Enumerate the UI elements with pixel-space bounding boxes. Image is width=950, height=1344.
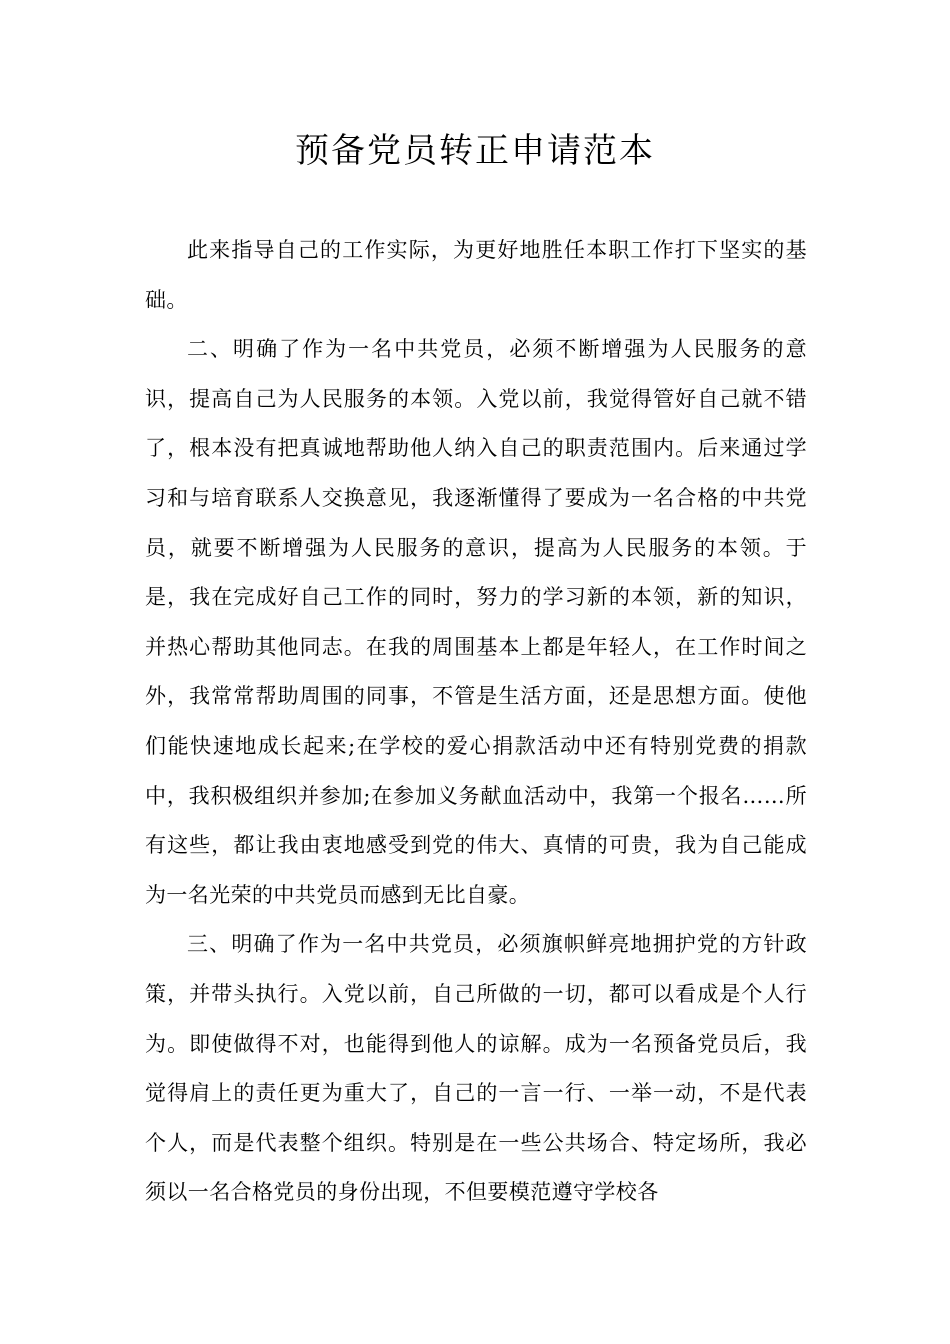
paragraph-3: 三、明确了作为一名中共党员，必须旗帜鲜亮地拥护党的方针政策，并带头执行。入党以前，自己所做的一切，都可以看成是个人行为。即使做得不对，也能得到他人的谅解。成为一名预备党员后，我觉得肩上的责任更为重大了，自己的一言一行、一举一动，不是代表个人，而是代表整个组织。特别是在一些公共场合、特定场所，我必须以一名合格党员的身份出现，不但要模范遵守学校各 <box>145 932 807 1205</box>
document-title: 预备党员转正申请范本 <box>295 131 655 171</box>
paragraph-2: 二、明确了作为一名中共党员，必须不断增强为人民服务的意识，提高自己为人民服务的本领。入党以前，我觉得管好自己就不错了，根本没有把真诚地帮助他人纳入自己的职责范围内。后来通过学习和与培育联系人交换意见，我逐渐懂得了要成为一名合格的中共党员，就要不断增强为人民服务的意识，提高为人民服务的本领。于是，我在完成好自己工作的同时，努力的学习新的本领，新的知识，并热心帮助其他同志。在我的周围基本上都是年轻人，在工作时间之外，我常常帮助周围的同事，不管是生活方面，还是思想方面。使他们能快速地成长起来;在学校的爱心捐款活动中还有特别党费的捐款中，我积极组织并参加;在参加义务献血活动中，我第一个报名……所有这些，都让我由衷地感受到党的伟大、真情的可贵，我为自己能成为一名光荣的中共党员而感到无比自豪。 <box>145 337 807 907</box>
document-body <box>145 226 807 1218</box>
paragraph-1: 此来指导自己的工作实际，为更好地胜任本职工作打下坚实的基础。 <box>145 238 807 312</box>
